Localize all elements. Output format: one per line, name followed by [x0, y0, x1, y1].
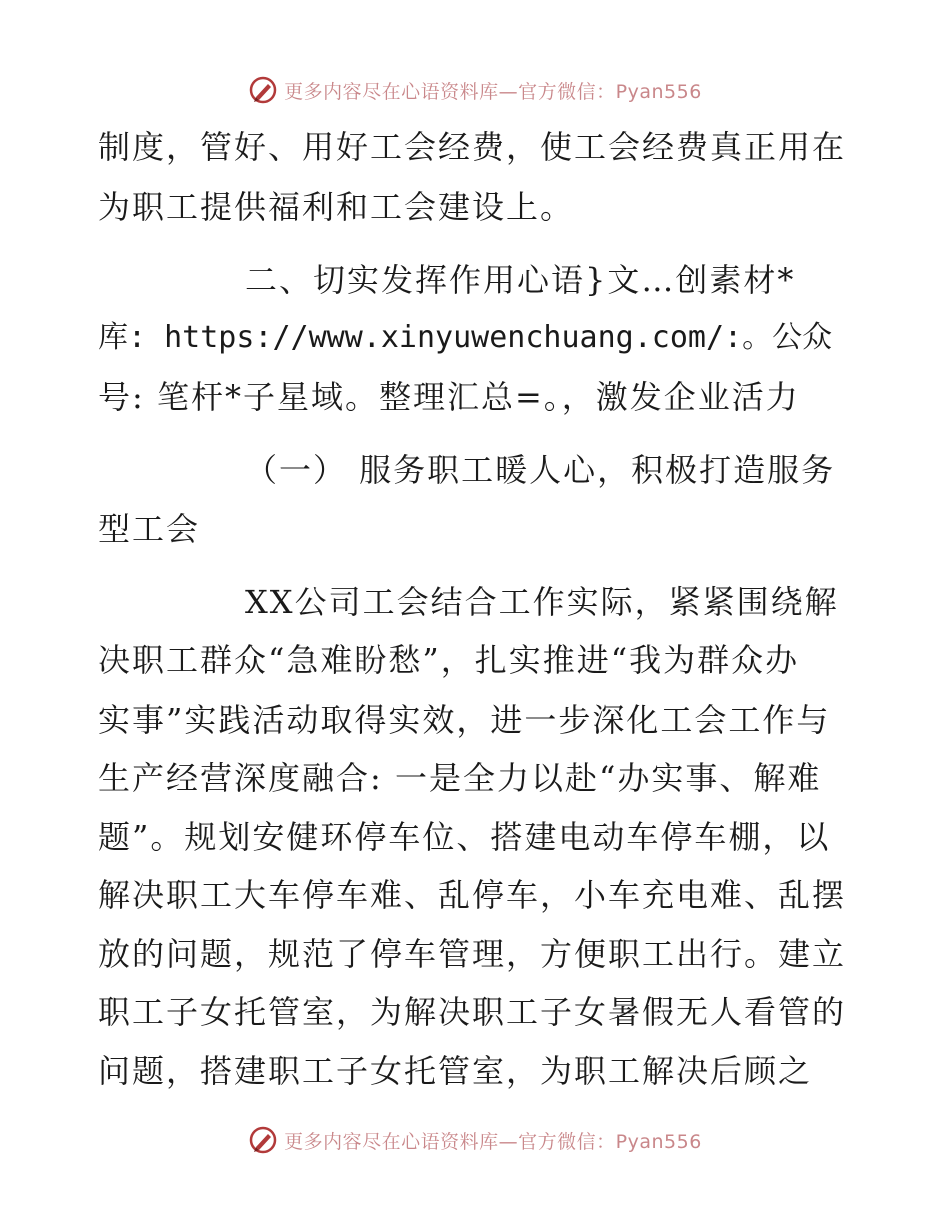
body-line-2: 为职工提供福利和工会建设上。	[98, 188, 575, 226]
body-line-url: 库: https://www.xinyuwenchuang.com/:。公众	[98, 320, 833, 355]
paragraph-start: XX公司工会结合工作实际，紧紧围绕解	[245, 583, 839, 621]
body-line-14: 放的问题，规范了停车管理，方便职工出行。建立	[98, 935, 847, 973]
pen-logo-icon	[248, 1125, 278, 1155]
body-line-15: 职工子女托管室，为解决职工子女暑假无人看管的	[98, 993, 847, 1031]
section-heading-2: 二、切实发挥作用心语}文…创素材*	[245, 261, 796, 299]
body-line-13: 解决职工大车停车难、乱停车，小车充电难、乱摆	[98, 876, 847, 914]
body-line-5: 号: 笔杆*子星域。整理汇总=。，激发企业活力	[98, 378, 800, 416]
header-banner	[0, 70, 950, 110]
subsection-heading-1: （一） 服务职工暖人心，积极打造服务	[245, 451, 836, 489]
body-line-11: 生产经营深度融合: 一是全力以赴“办实事、解难	[98, 759, 822, 797]
body-line-1: 制度，管好、用好工会经费，使工会经费真正用在	[98, 128, 847, 166]
body-line-7: 型工会	[98, 510, 201, 548]
footer-banner-text: 更多内容尽在心语资料库—官方微信：Pyan556	[284, 1130, 702, 1153]
body-line-12: 题”。规划安健环停车位、搭建电动车停车棚，以	[98, 818, 831, 856]
body-line-16: 问题，搭建职工子女托管室，为职工解决后顾之	[98, 1052, 813, 1090]
body-line-10: 实事”实践活动取得实效，进一步深化工会工作与	[98, 701, 831, 739]
pen-logo-icon	[248, 75, 278, 105]
footer-banner	[0, 1120, 950, 1160]
body-line-9: 决职工群众“急难盼愁”，扎实推进“我为群众办	[98, 641, 800, 679]
header-banner-text: 更多内容尽在心语资料库—官方微信：Pyan556	[284, 80, 702, 103]
